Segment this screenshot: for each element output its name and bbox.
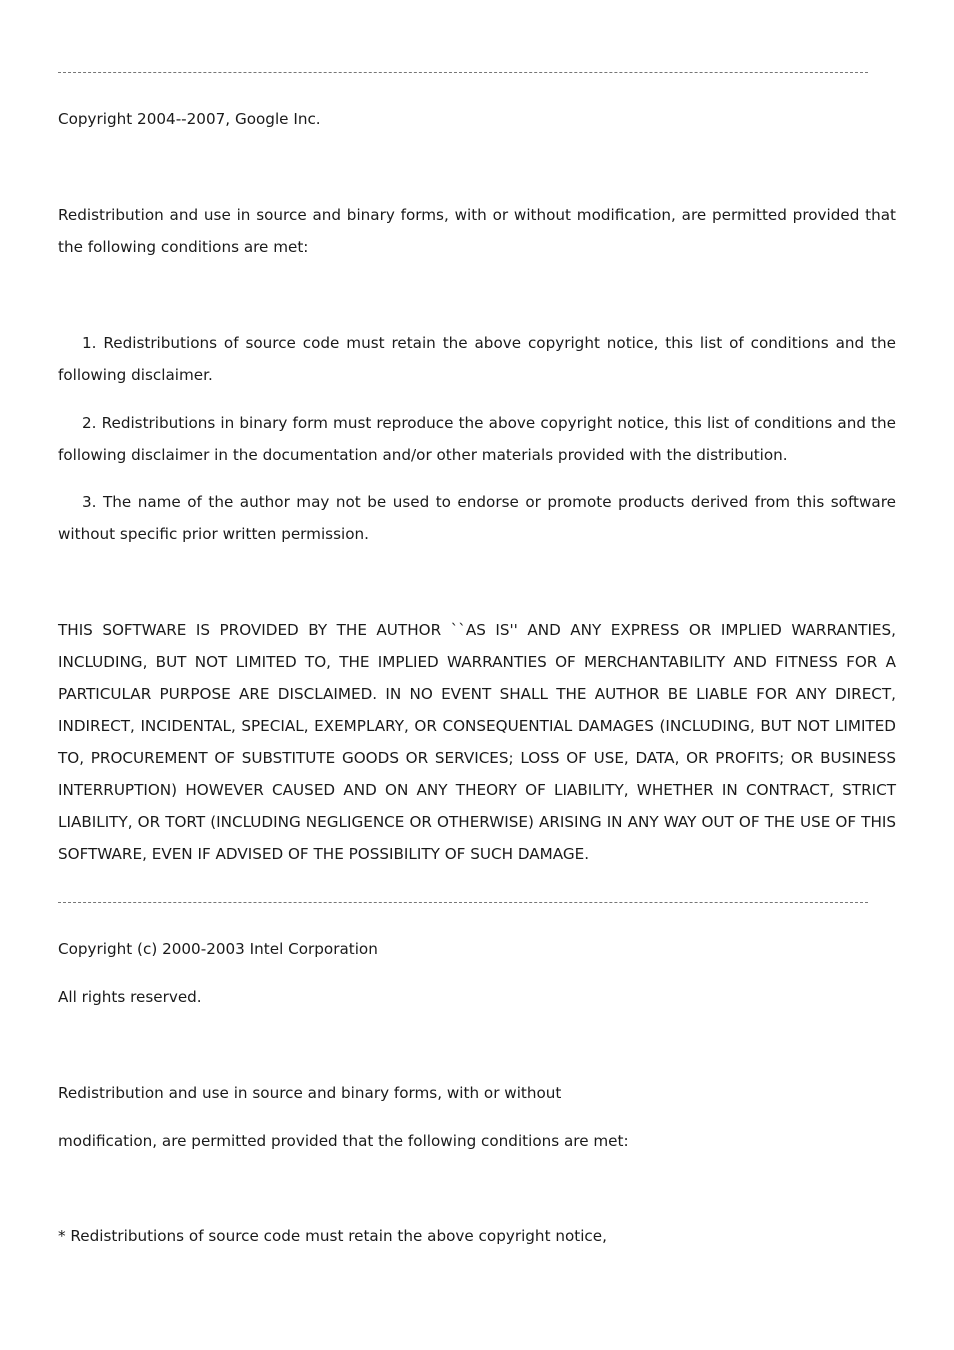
google-copyright: Copyright 2004--2007, Google Inc. <box>58 110 321 128</box>
intel-copyright: Copyright (c) 2000-2003 Intel Corporation <box>58 940 378 958</box>
intel-bullet-1: * Redistributions of source code must retain the above copyright notice, <box>58 1227 607 1245</box>
section-divider <box>58 902 868 903</box>
google-condition-2: 2. Redistributions in binary form must reproduce the above copyright notice, this list of conditions and the following disclaimer in the documentation and/or other materials provided with the distribution. <box>58 414 896 464</box>
google-intro: Redistribution and use in source and binary forms, with or without modification, are permitted provided that the following conditions are met: <box>58 206 896 256</box>
intel-intro-line-2: modification, are permitted provided that the following conditions are met: <box>58 1132 629 1150</box>
google-condition-3: 3. The name of the author may not be used to endorse or promote products derived from this software without specific prior written permission. <box>58 493 896 543</box>
google-condition-1: 1. Redistributions of source code must retain the above copyright notice, this list of conditions and the following disclaimer. <box>58 334 896 384</box>
intel-intro-line-1: Redistribution and use in source and binary forms, with or without <box>58 1084 562 1102</box>
section-divider <box>58 72 868 73</box>
intel-rights: All rights reserved. <box>58 988 202 1006</box>
google-disclaimer: THIS SOFTWARE IS PROVIDED BY THE AUTHOR ``AS IS'' AND ANY EXPRESS OR IMPLIED WARRANTIES, INCLUDING, BUT NOT LIMITED TO, THE IMPLIED WARRANTIES OF MERCHANTABILITY AND FITNESS FOR A PARTICULAR PURPOSE ARE DISCLAIMED. IN NO EVENT SHALL THE AUTHOR BE LIABLE FOR ANY DIRECT, INDIRECT, INCIDENTAL, SPECIAL, EXEMPLARY, OR CONSEQUENTIAL DAMAGES (INCLUDING, BUT NOT LIMITED TO, PROCUREMENT OF SUBSTITUTE GOODS OR SERVICES; LOSS OF USE, DATA, OR PROFITS; OR BUSINESS INTERRUPTION) HOWEVER CAUSED AND ON ANY THEORY OF LIABILITY, WHETHER IN CONTRACT, STRICT LIABILITY, OR TORT (INCLUDING NEGLIGENCE OR OTHERWISE) ARISING IN ANY WAY OUT OF THE USE OF THIS SOFTWARE, EVEN IF ADVISED OF THE POSSIBILITY OF SUCH DAMAGE. <box>58 621 896 863</box>
